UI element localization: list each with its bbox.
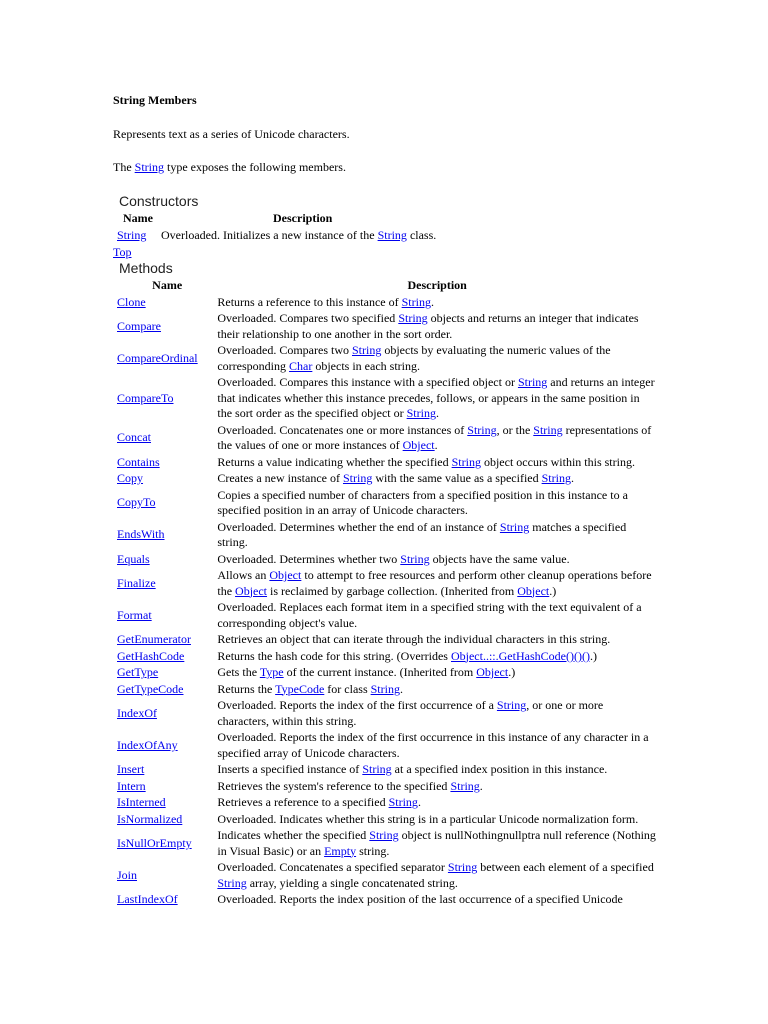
type-link[interactable]: String: [517, 375, 548, 389]
constructors-header-row: [117, 209, 436, 227]
type-link[interactable]: String: [496, 698, 527, 712]
desc-text: Overloaded. Reports the index position of the last occurrence of a specified Unicode: [217, 892, 623, 906]
desc-text: .: [399, 681, 403, 696]
desc-text: at a specified index position in this instance.: [391, 762, 608, 776]
member-description-cell: [217, 860, 657, 892]
desc-text: Overloaded. Compares this instance with a specified object or: [217, 375, 518, 389]
desc-text: Indicates whether the specified: [217, 828, 370, 842]
desc-text: objects and returns an integer that indicates their relationship to one another in the sort order.: [217, 311, 639, 341]
member-name-cell: [117, 892, 217, 909]
member-name-cell: [117, 860, 217, 892]
member-description-cell: [217, 730, 657, 762]
type-link[interactable]: Object: [269, 568, 302, 582]
desc-text: .: [435, 406, 439, 420]
member-name-cell: [117, 568, 217, 600]
desc-text: Inserts a specified instance of: [217, 762, 363, 776]
member-description-cell: [217, 778, 657, 795]
method-link[interactable]: Copy: [117, 471, 144, 485]
member-description-cell: [217, 487, 657, 519]
type-link[interactable]: String: [217, 875, 247, 890]
table-row: [117, 487, 657, 519]
type-link[interactable]: String: [447, 860, 478, 874]
method-link[interactable]: GetHashCode: [117, 648, 185, 663]
method-link[interactable]: IsNormalized: [117, 811, 183, 826]
methods-table-body: [117, 294, 657, 908]
table-row: [117, 311, 657, 343]
method-link[interactable]: CompareTo: [117, 390, 174, 405]
member-description-cell: [217, 343, 657, 375]
member-name-cell: [117, 227, 161, 245]
member-description-cell: [217, 698, 657, 730]
member-description-cell: [217, 551, 657, 568]
desc-text: .: [434, 438, 438, 452]
top-link[interactable]: Top: [113, 245, 132, 259]
member-description-cell: [217, 600, 657, 632]
member-description-cell: [217, 665, 657, 682]
desc-text: .): [508, 665, 516, 679]
table-row: [117, 762, 657, 779]
desc-text: representations of the values of one or more instances of: [217, 422, 652, 452]
desc-text: object occurs within this string.: [480, 454, 635, 469]
table-row: [117, 454, 657, 471]
method-link[interactable]: Intern: [117, 778, 146, 793]
method-link[interactable]: Concat: [117, 430, 151, 445]
method-link[interactable]: GetType: [117, 665, 159, 679]
member-name-cell: [117, 454, 217, 471]
desc-text: Overloaded. Initializes a new instance of the: [161, 228, 378, 243]
desc-text: .): [589, 648, 597, 663]
method-link[interactable]: IsNullOrEmpty: [117, 835, 192, 850]
type-link[interactable]: Object: [517, 583, 550, 598]
table-row: [117, 227, 436, 245]
desc-text: Retrieves the system's reference to the specified: [217, 778, 451, 793]
member-description-cell: [217, 471, 657, 488]
exposes-sentence: [113, 159, 346, 175]
member-description-cell: [217, 422, 657, 454]
methods-header-row: [117, 276, 657, 294]
member-name-cell: [117, 698, 217, 730]
desc-text: Overloaded. Concatenates a specified separator: [217, 860, 448, 874]
member-name-cell: [117, 311, 217, 343]
type-link[interactable]: String: [451, 454, 481, 469]
constructors-col-name: Name: [123, 211, 153, 225]
desc-text: to attempt to free resources and perform other cleanup operations before the: [217, 568, 652, 598]
type-link[interactable]: String: [369, 828, 399, 842]
desc-text: string.: [356, 843, 390, 858]
desc-text: Overloaded. Replaces each format item in a specified string with the text equivalent of a corresponding object's value.: [217, 600, 642, 630]
type-link[interactable]: String: [533, 422, 563, 437]
desc-text: Overloaded. Determines whether two: [217, 551, 401, 566]
exposes-pre: The: [113, 160, 135, 174]
type-link[interactable]: String: [400, 551, 430, 566]
method-link[interactable]: IndexOf: [117, 705, 157, 720]
type-link[interactable]: Empty: [324, 843, 357, 858]
method-link[interactable]: CopyTo: [117, 495, 156, 510]
string-type-link[interactable]: String: [134, 160, 164, 174]
desc-text: Creates a new instance of: [217, 471, 343, 485]
constructors-heading: Constructors: [119, 193, 199, 209]
type-link[interactable]: String: [398, 311, 428, 325]
desc-text: objects in each string.: [312, 358, 420, 373]
desc-text: Allows an: [217, 568, 270, 582]
type-link[interactable]: Object: [235, 583, 268, 598]
member-description-cell: [217, 648, 657, 665]
table-row: [117, 551, 657, 568]
desc-text: Retrieves a reference to a specified: [217, 795, 389, 809]
type-link[interactable]: String: [406, 406, 436, 420]
constructors-col-description: Description: [273, 211, 333, 225]
type-link[interactable]: String: [362, 762, 392, 776]
table-row: [117, 811, 657, 828]
desc-text: object is nullNothingnullptra null reference (Nothing in Visual Basic) or an: [217, 828, 656, 858]
type-link[interactable]: Object..::.GetHashCode()()(): [450, 648, 590, 663]
desc-text: Overloaded. Indicates whether this string is in a particular Unicode normalization form.: [217, 811, 639, 826]
desc-text: with the same value as a specified: [372, 471, 542, 485]
desc-text: and returns an integer that indicates whether this instance precedes, follows, or appears in the same position in the sort order as the specified object or: [217, 375, 655, 420]
type-link[interactable]: String: [541, 471, 571, 485]
desc-text: is reclaimed by garbage collection. (Inherited from: [267, 583, 518, 598]
type-link[interactable]: TypeCode: [275, 681, 325, 696]
member-description-cell: [161, 227, 436, 245]
methods-col-name: Name: [152, 278, 183, 292]
table-row: [117, 828, 657, 860]
desc-text: Returns a reference to this instance of: [217, 294, 402, 309]
type-link[interactable]: Object: [402, 438, 435, 452]
table-row: [117, 600, 657, 632]
desc-text: Overloaded. Compares two specified: [217, 311, 399, 325]
constructors-table: [117, 209, 436, 245]
member-name-cell: [117, 551, 217, 568]
desc-text: Returns the: [217, 681, 276, 696]
method-link[interactable]: Equals: [117, 551, 150, 566]
table-row: [117, 860, 657, 892]
type-link[interactable]: String: [352, 343, 382, 357]
desc-text: Overloaded. Determines whether the end of an instance of: [217, 519, 500, 534]
member-name-cell: [117, 487, 217, 519]
method-link[interactable]: Clone: [117, 294, 146, 309]
type-link[interactable]: Char: [289, 358, 313, 373]
member-description-cell: [217, 294, 657, 311]
member-name-cell: [117, 795, 217, 812]
methods-heading: Methods: [119, 260, 173, 276]
member-name-cell: [117, 665, 217, 682]
method-link[interactable]: Insert: [117, 762, 145, 776]
method-link[interactable]: IndexOfAny: [117, 737, 178, 752]
method-link[interactable]: Finalize: [117, 575, 156, 590]
table-row: [117, 519, 657, 551]
table-row: [117, 778, 657, 795]
member-description-cell: [217, 454, 657, 471]
table-row: [117, 665, 657, 682]
table-row: [117, 698, 657, 730]
type-link[interactable]: Type: [259, 665, 284, 679]
desc-text: .: [430, 294, 434, 309]
member-name-cell: [117, 730, 217, 762]
desc-text: Gets the: [217, 665, 260, 679]
desc-text: .: [570, 471, 574, 485]
member-name-cell: [117, 828, 217, 860]
member-name-cell: [117, 343, 217, 375]
desc-text: Returns the hash code for this string. (Overrides: [217, 648, 451, 663]
member-name-cell: [117, 648, 217, 665]
member-description-cell: [217, 795, 657, 812]
member-name-cell: [117, 762, 217, 779]
member-description-cell: [217, 632, 657, 649]
method-link[interactable]: GetTypeCode: [117, 681, 184, 696]
table-row: [117, 632, 657, 649]
methods-table: [117, 276, 657, 908]
method-link[interactable]: LastIndexOf: [117, 892, 178, 906]
type-link[interactable]: Object: [476, 665, 509, 679]
type-link[interactable]: String: [467, 422, 497, 437]
method-link[interactable]: CompareOrdinal: [117, 350, 198, 365]
desc-text: Copies a specified number of characters from a specified position in this instance to a specified position in an array of Unicode characters.: [217, 487, 628, 517]
type-link[interactable]: String: [499, 519, 530, 534]
table-row: [117, 343, 657, 375]
table-row: [117, 730, 657, 762]
method-link[interactable]: Join: [117, 867, 138, 882]
method-link[interactable]: Contains: [117, 454, 160, 469]
constructor-link[interactable]: String: [117, 228, 147, 243]
member-description-cell: [217, 375, 657, 423]
member-description-cell: [217, 811, 657, 828]
methods-col-description: Description: [407, 278, 467, 292]
member-description-cell: [217, 519, 657, 551]
desc-text: Overloaded. Compares two: [217, 343, 352, 357]
member-description-cell: [217, 892, 657, 909]
table-row: [117, 795, 657, 812]
member-name-cell: [117, 471, 217, 488]
member-description-cell: [217, 311, 657, 343]
member-name-cell: [117, 778, 217, 795]
type-link[interactable]: String: [401, 294, 431, 309]
page-title: String Members: [113, 93, 197, 107]
method-link[interactable]: Format: [117, 607, 152, 622]
desc-text: Overloaded. Reports the index of the first occurrence of a: [217, 698, 497, 712]
table-row: [117, 892, 657, 909]
desc-text: objects by evaluating the numeric values of the corresponding: [217, 343, 611, 373]
member-name-cell: [117, 600, 217, 632]
table-row: [117, 471, 657, 488]
member-description-cell: [217, 762, 657, 779]
desc-text: class.: [406, 228, 437, 243]
table-row: [117, 375, 657, 423]
table-row: [117, 568, 657, 600]
table-row: [117, 294, 657, 311]
member-name-cell: [117, 811, 217, 828]
desc-text: matches a specified string.: [217, 519, 627, 549]
exposes-post: type exposes the following members.: [164, 160, 346, 174]
desc-text: of the current instance. (Inherited from: [283, 665, 477, 679]
method-link[interactable]: IsInterned: [117, 795, 166, 809]
desc-text: , or the: [496, 422, 534, 437]
type-link[interactable]: String: [450, 778, 480, 793]
type-link[interactable]: String: [370, 681, 400, 696]
method-link[interactable]: EndsWith: [117, 527, 165, 542]
table-row: [117, 648, 657, 665]
desc-text: Overloaded. Reports the index of the first occurrence in this instance of any character in a specified array of Unicode characters.: [217, 730, 649, 760]
table-row: [117, 422, 657, 454]
desc-text: objects have the same value.: [429, 551, 570, 566]
desc-text: .: [417, 795, 421, 809]
type-link[interactable]: String: [342, 471, 373, 485]
member-name-cell: [117, 632, 217, 649]
desc-text: , or one or more characters, within this string.: [217, 698, 604, 728]
member-name-cell: [117, 422, 217, 454]
member-name-cell: [117, 294, 217, 311]
desc-text: between each element of a specified: [477, 860, 654, 874]
member-description-cell: [217, 828, 657, 860]
type-link[interactable]: String: [388, 795, 418, 809]
type-summary: Represents text as a series of Unicode characters.: [113, 127, 350, 141]
desc-text: array, yielding a single concatenated string.: [246, 875, 458, 890]
method-link[interactable]: GetEnumerator: [117, 632, 191, 646]
desc-text: Retrieves an object that can iterate through the individual characters in this string.: [217, 632, 611, 646]
member-description-cell: [217, 568, 657, 600]
table-row: [117, 681, 657, 698]
member-name-cell: [117, 375, 217, 423]
desc-text: .): [549, 583, 557, 598]
desc-text: for class: [324, 681, 371, 696]
desc-text: Overloaded. Concatenates one or more instances of: [217, 422, 468, 437]
member-name-cell: [117, 519, 217, 551]
desc-text: Returns a value indicating whether the specified: [217, 454, 452, 469]
member-description-cell: [217, 681, 657, 698]
desc-text: .: [479, 778, 483, 793]
member-name-cell: [117, 681, 217, 698]
string-class-link[interactable]: String: [377, 228, 407, 243]
method-link[interactable]: Compare: [117, 318, 161, 333]
